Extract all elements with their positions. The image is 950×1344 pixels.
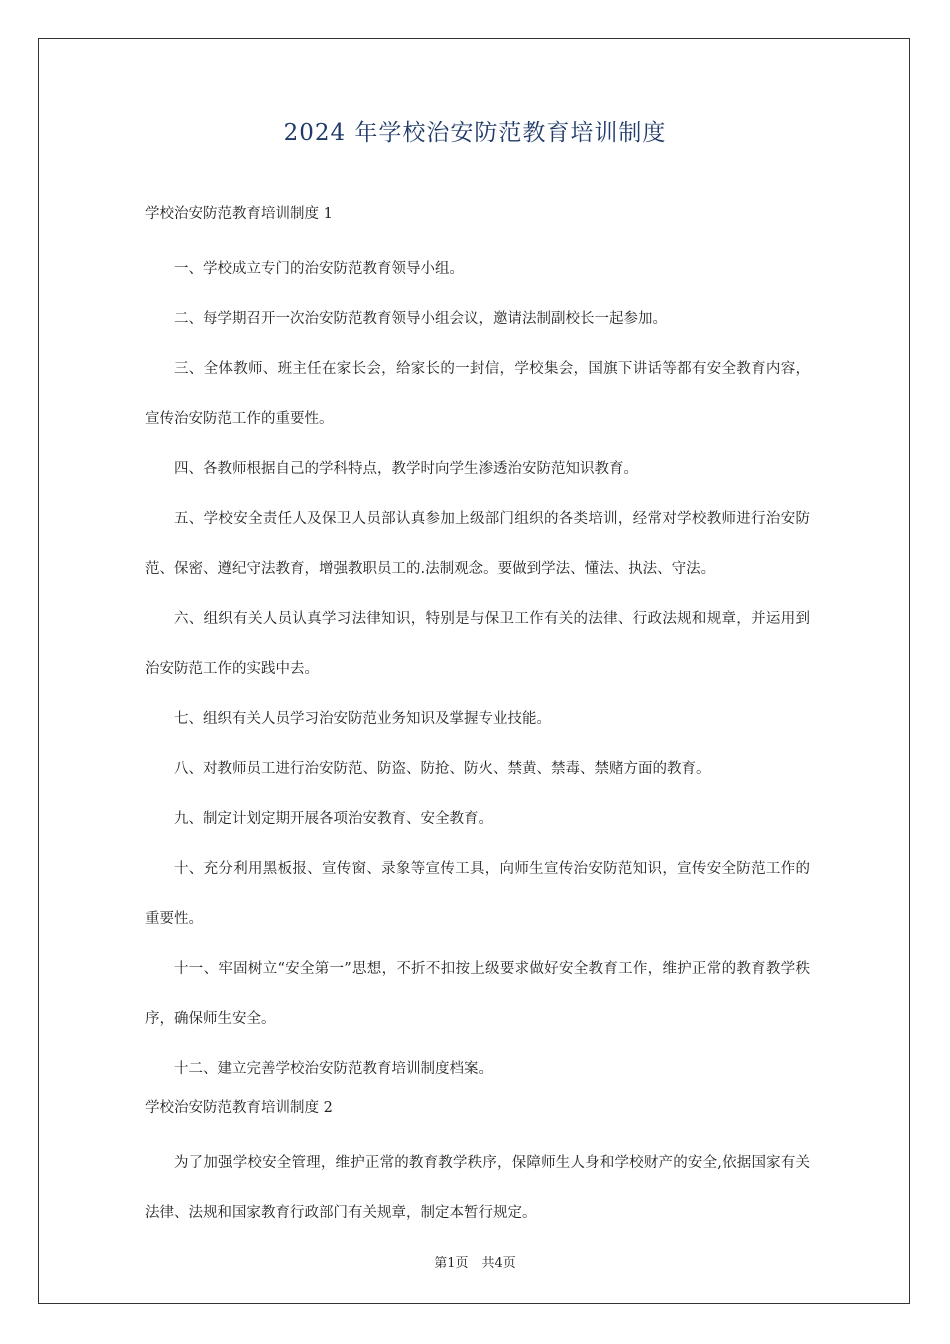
section-heading-1: 学校治安防范教育培训制度 1 <box>145 206 333 222</box>
document-title: 2024 年学校治安防范教育培训制度 <box>283 120 667 146</box>
paragraph: 七、组织有关人员学习治安防范业务知识及掌握专业技能。 <box>174 711 551 727</box>
paragraph: 十二、建立完善学校治安防范教育培训制度档案。 <box>174 1061 493 1077</box>
paragraph: 九、制定计划定期开展各项治安教育、安全教育。 <box>174 811 493 827</box>
paragraph: 五、学校安全责任人及保卫人员部认真参加上级部门组织的各类培训，经常对学校教师进行治安防范、保密、遵纪守法教育，增强教职员工的.法制观念。要做到学法、懂法、执法、守法。 <box>145 511 810 577</box>
paragraph: 四、各教师根据自己的学科特点，教学时向学生渗透治安防范知识教育。 <box>174 461 638 477</box>
paragraph: 十、充分利用黑板报、宣传窗、录象等宣传工具，向师生宣传治安防范知识，宣传安全防范工作的重要性。 <box>145 861 810 927</box>
paragraph: 为了加强学校安全管理，维护正常的教育教学秩序，保障师生人身和学校财产的安全,依据国家有关法律、法规和国家教育行政部门有关规章，制定本暂行规定。 <box>145 1155 810 1221</box>
paragraph: 六、组织有关人员认真学习法律知识，特别是与保卫工作有关的法律、行政法规和规章，并运用到治安防范工作的实践中去。 <box>145 611 810 677</box>
paragraph: 二、每学期召开一次治安防范教育领导小组会议，邀请法制副校长一起参加。 <box>174 311 667 327</box>
paragraph: 八、对教师员工进行治安防范、防盗、防抢、防火、禁黄、禁毒、禁赌方面的教育。 <box>174 761 711 777</box>
section-heading-2: 学校治安防范教育培训制度 2 <box>145 1100 333 1116</box>
paragraph: 十一、牢固树立“安全第一”思想，不折不扣按上级要求做好安全教育工作，维护正常的教育教学秩序，确保师生安全。 <box>145 961 810 1027</box>
paragraph: 一、学校成立专门的治安防范教育领导小组。 <box>174 261 464 277</box>
paragraph: 三、全体教师、班主任在家长会，给家长的一封信，学校集会，国旗下讲话等都有安全教育内容，宣传治安防范工作的重要性。 <box>145 361 810 427</box>
document-body <box>145 200 810 1238</box>
page-footer: 第1页 共4页 <box>434 1256 516 1271</box>
